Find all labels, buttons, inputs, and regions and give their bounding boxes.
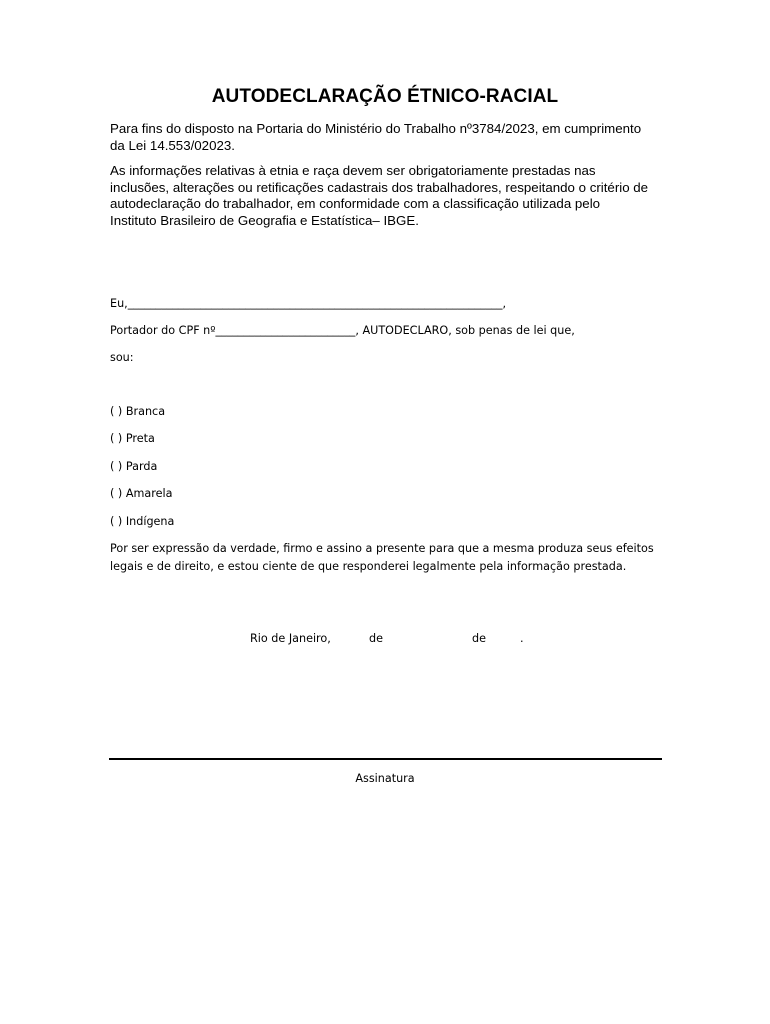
signature-line[interactable] [109,758,662,760]
option-preta[interactable]: ( ) Preta [110,432,155,445]
document-title: AUTODECLARAÇÃO ÉTNICO-RACIAL [211,86,559,107]
option-indigena[interactable]: ( ) Indígena [110,515,175,528]
date-de-month: de [369,632,383,645]
intro-paragraph-1: Para fins do disposto na Portaria do Ministério do Trabalho nº3784/2023, em cumprimento da Lei 14.553/02023. [110,121,642,153]
date-city: Rio de Janeiro, [250,632,331,645]
intro-paragraph-2: As informações relativas à etnia e raça devem ser obrigatoriamente prestadas nas inclusões, alterações ou retificações cadastrais dos trabalhadores, respeitando o critério de autodeclaração do trabalhador, em conformidade com a classificação utilizada pelo Instituto Brasileiro de Geografia e Estatística– IBGE. [110,163,649,228]
option-branca[interactable]: ( ) Branca [110,405,166,418]
option-amarela[interactable]: ( ) Amarela [110,487,173,500]
name-field-line[interactable]: Eu,___________________________________________________________________, [110,297,507,310]
option-parda[interactable]: ( ) Parda [110,460,158,473]
cpf-field-line[interactable]: Portador do CPF nº_________________________, AUTODECLARO, sob penas de lei que, [110,324,575,337]
signature-label: Assinatura [355,772,415,785]
closing-paragraph: Por ser expressão da verdade, firmo e assino a presente para que a mesma produza seus efeitos legais e de direito, e estou ciente de que responderei legalmente pela informação prestada. [110,542,654,573]
sou-label: sou: [110,351,134,364]
date-end: . [520,632,524,645]
date-de-year: de [472,632,486,645]
